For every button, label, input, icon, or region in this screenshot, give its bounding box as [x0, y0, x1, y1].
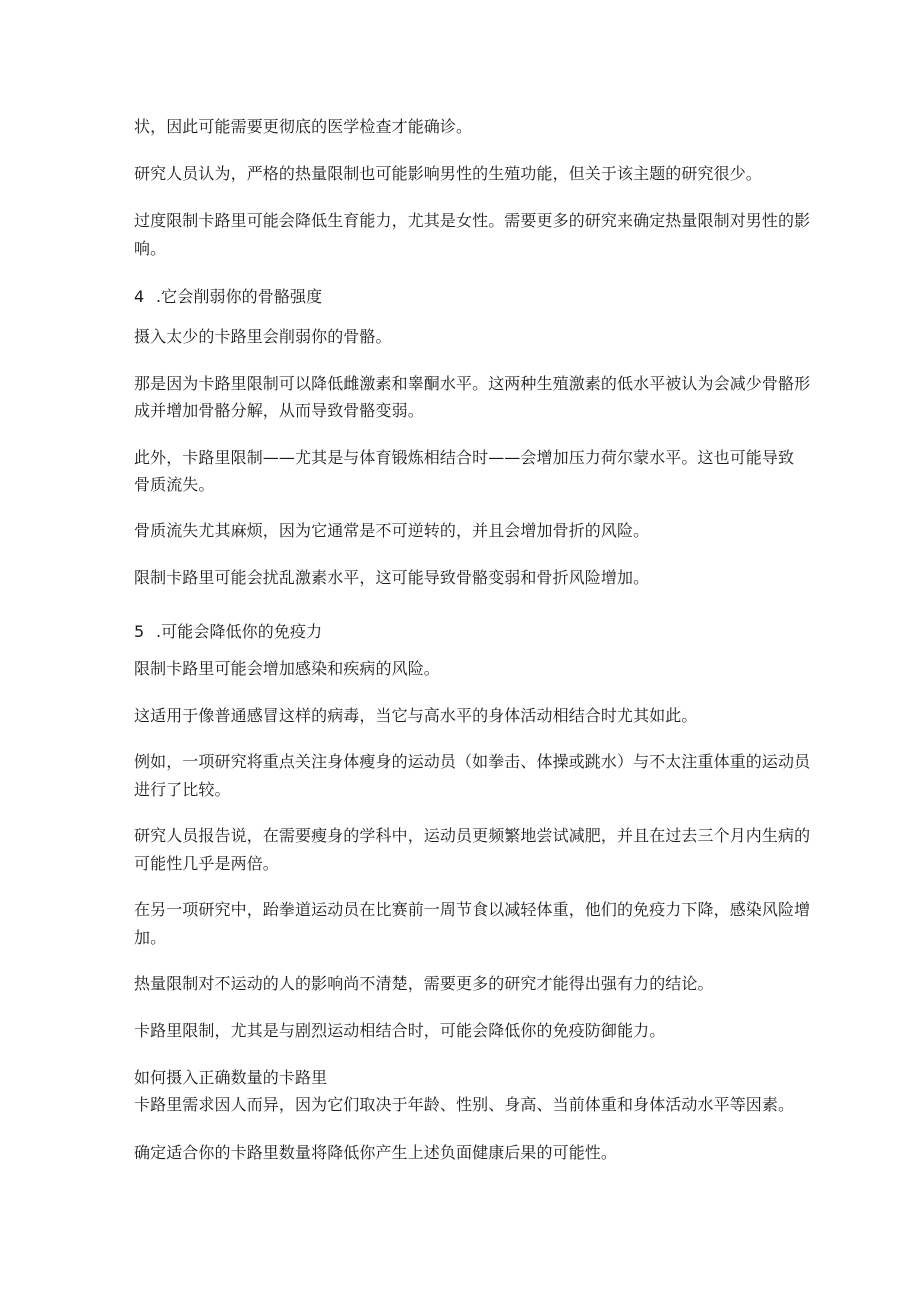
paragraph-line: 状，因此可能需要更彻底的医学检查才能确诊。	[134, 117, 473, 136]
section-title: .可能会降低你的免疫力	[156, 622, 323, 641]
paragraph-line: 研究人员认为，严格的热量限制也可能影响男性的生殖功能，但关于该主题的研究很少。	[134, 164, 762, 183]
paragraph-line: 此外，卡路里限制——尤其是与体育锻炼相结合时——会增加压力荷尔蒙水平。这也可能导致	[134, 448, 795, 467]
section-heading	[134, 280, 794, 313]
paragraph-line: 进行了比较。	[134, 780, 231, 799]
paragraph-line: 热量限制对不运动的人的影响尚不清楚，需要更多的研究才能得出强有力的结论。	[134, 974, 714, 993]
paragraph-line: 摄入太少的卡路里会削弱你的骨骼。	[134, 327, 392, 346]
section-heading	[134, 615, 794, 648]
section-title: .它会削弱你的骨骼强度	[156, 287, 323, 306]
section-number: 4	[134, 287, 145, 306]
paragraph-line: 卡路里限制，尤其是与剧烈运动相结合时，可能会降低你的免疫防御能力。	[134, 1021, 666, 1040]
paragraph-line: 骨质流失。	[134, 475, 215, 494]
paragraph-line: 响。	[134, 239, 167, 258]
paragraph-line: 可能性几乎是两倍。	[134, 854, 279, 873]
paragraph-line: 骨质流失尤其麻烦，因为它通常是不可逆转的，并且会增加骨折的风险。	[134, 521, 650, 540]
section-heading: 如何摄入正确数量的卡路里	[134, 1068, 328, 1087]
paragraph-line: 过度限制卡路里可能会降低生育能力，尤其是女性。需要更多的研究来确定热量限制对男性的影	[134, 211, 811, 230]
paragraph-line: 这适用于像普通感冒这样的病毒，当它与高水平的身体活动相结合时尤其如此。	[134, 706, 698, 725]
section-number: 5	[134, 622, 145, 641]
paragraph-line: 在另一项研究中，跆拳道运动员在比赛前一周节食以减轻体重，他们的免疫力下降，感染风险增	[134, 900, 811, 919]
paragraph-line: 限制卡路里可能会扰乱激素水平，这可能导致骨骼变弱和骨折风险增加。	[134, 568, 650, 587]
paragraph-line: 研究人员报告说，在需要瘦身的学科中，运动员更频繁地尝试减肥，并且在过去三个月内生病的	[134, 826, 811, 845]
paragraph-line: 成并增加骨骼分解，从而导致骨骼变弱。	[134, 401, 424, 420]
paragraph-line: 确定适合你的卡路里数量将降低你产生上述负面健康后果的可能性。	[134, 1143, 618, 1162]
paragraph-line: 那是因为卡路里限制可以降低雌激素和睾酮水平。这两种生殖激素的低水平被认为会减少骨骼形	[134, 374, 811, 393]
paragraph-line: 限制卡路里可能会增加感染和疾病的风险。	[134, 659, 440, 678]
paragraph-line: 卡路里需求因人而异，因为它们取决于年龄、性别、身高、当前体重和身体活动水平等因素。	[134, 1095, 795, 1114]
paragraph-line: 加。	[134, 928, 167, 947]
paragraph-line: 例如，一项研究将重点关注身体瘦身的运动员（如拳击、体操或跳水）与不太注重体重的运动员	[134, 752, 811, 771]
